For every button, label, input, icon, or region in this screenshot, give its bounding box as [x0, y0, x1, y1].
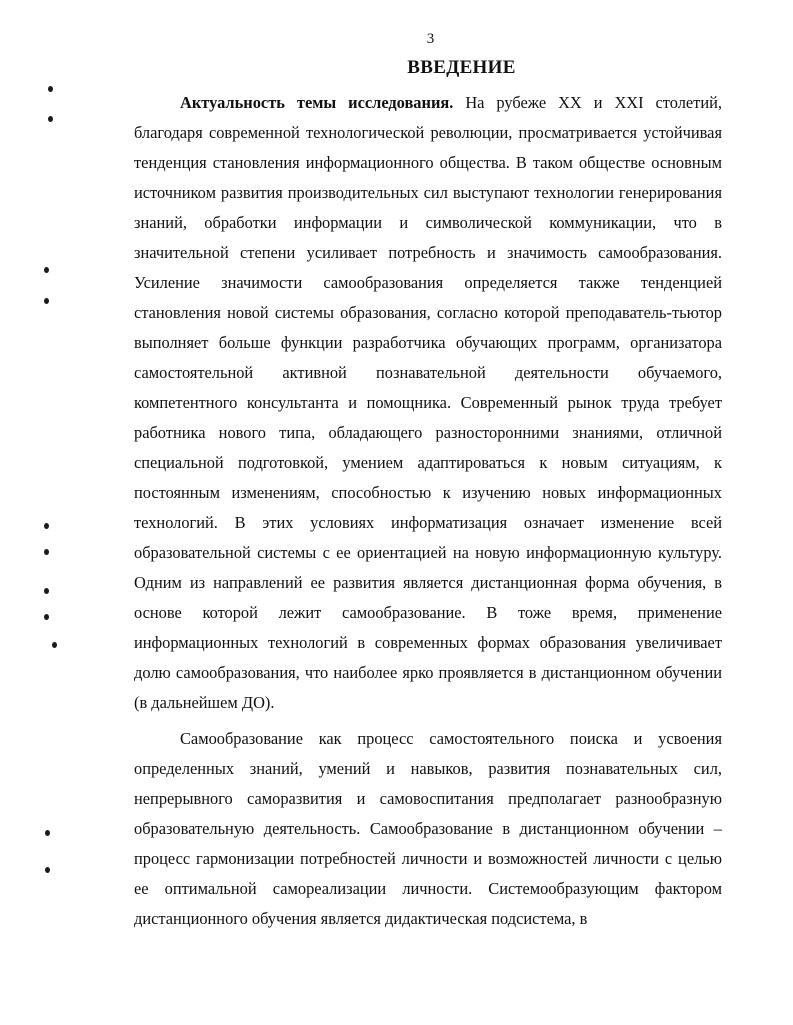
paragraph-text: На рубеже XX и XXI столетий, благодаря современной технологической революции, просматривается устойчивая тенденция становления информационного общества. В таком обществе основным источником развития производительных сил выступают технологии генерирования знаний, обработки информации и символической коммуникации, что в значительной степени усиливает потребность и значимость самообразования. Усиление значимости самообразования определяется также тенденцией становления новой системы образования, согласно которой преподаватель-тьютор выполняет больше функции разработчика обучающих программ, организатора самостоятельной активной познавательной деятельности обучаемого, компетентного консультанта и помощника. Современный рынок труда требует работника нового типа, обладающего разносторонними знаниями, отличной специальной подготовкой, умением адаптироваться к новым ситуациям, к постоянным изменениям, способностью к изучению новых информационных технологий. В этих условиях информатизация означает изменение всей образовательной системы с ее ориентацией на новую информационную культуру. Одним из направлений ее развития является дистанционная форма обучения, в основе которой лежит самообразование. В тоже время, применение информационных технологий в современных формах образования увеличивает долю самообразования, что наиболее ярко проявляется в дистанционном обучении (в дальнейшем ДО).	[134, 93, 722, 712]
paragraph-self-education: Самообразование как процесс самостоятельного поиска и усвоения определенных знаний, умений и навыков, развития познавательных сил, непрерывного саморазвития и самовоспитания предполагает разнообразную образовательную деятельность. Самообразование в дистанционном обучении – процесс гармонизации потребностей личности и возможностей личности с целью ее оптимальной самореализации личности. Системообразующим фактором дистанционного обучения является дидактическая подсистема, в	[134, 729, 722, 928]
binding-hole-mark	[44, 298, 49, 304]
paragraph-relevance	[134, 88, 722, 718]
page-number: 3	[426, 31, 435, 47]
binding-hole-mark	[44, 588, 49, 594]
binding-hole-mark	[52, 642, 57, 648]
paragraph-lead: Актуальность темы исследования.	[180, 93, 454, 112]
binding-hole-mark	[48, 86, 53, 92]
binding-hole-mark	[44, 523, 49, 529]
binding-hole-mark	[44, 614, 49, 620]
binding-hole-mark	[44, 267, 49, 273]
page-title: ВВЕДЕНИЕ	[407, 57, 516, 78]
binding-hole-mark	[45, 867, 50, 873]
binding-hole-mark	[48, 116, 53, 122]
body-text	[134, 88, 722, 934]
binding-hole-mark	[45, 830, 50, 836]
binding-hole-mark	[44, 549, 49, 555]
